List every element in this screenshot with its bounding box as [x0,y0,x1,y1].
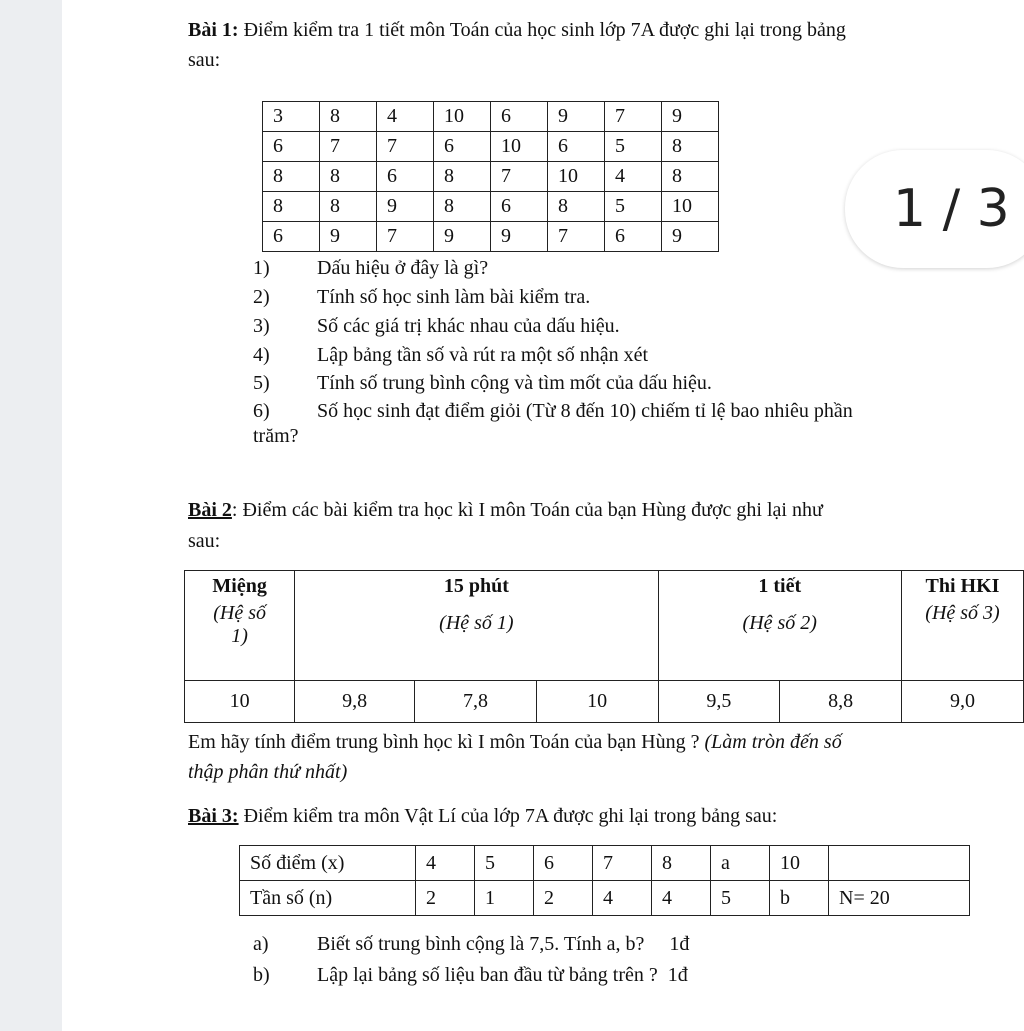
table-cell: 8 [320,162,377,192]
grade-cell: 9,8 [295,681,415,723]
table-cell [829,846,970,881]
table-cell: 8 [662,162,719,192]
table-cell: 4 [605,162,662,192]
table-cell: 7 [605,102,662,132]
header-mieng [185,571,295,681]
table-cell: 9 [320,222,377,252]
page-indicator [845,150,1024,268]
table-cell: 6 [534,846,593,881]
table-cell: 6 [605,222,662,252]
table-row [263,222,719,252]
bai2-intro-cont: sau: [188,530,221,552]
bai2-heading [188,496,823,524]
bai3-frequency-table [239,845,970,916]
table-cell: 8 [434,162,491,192]
question-number: 1) [253,257,270,279]
header-15phut-coef: (Hệ số 1) [439,612,514,634]
grade-cell: 9,0 [902,681,1024,723]
table-cell: 8 [662,132,719,162]
bai2-intro: : Điểm các bài kiểm tra học kì I môn Toán của bạn Hùng được ghi lại như [231,499,823,521]
bai2-question-text: Em hãy tính điểm trung bình học kì I môn Toán của bạn Hùng ? [188,731,705,753]
table-cell: 7 [320,132,377,162]
bai2-grade-table [184,570,1024,723]
question-number: 3) [253,315,270,337]
bai1-q6-cont: trăm? [253,425,299,447]
table-cell: 6 [434,132,491,162]
table-row [263,192,719,222]
table-cell: 8 [263,192,320,222]
table-cell: 5 [605,132,662,162]
table-cell: 5 [475,846,534,881]
bai2-question-note-cont: thập phân thứ nhất) [188,761,348,783]
table-cell: 9 [662,102,719,132]
table-cell: 2 [416,881,475,916]
table-cell: 9 [662,222,719,252]
table-row [263,162,719,192]
table-row [240,881,970,916]
table-cell: 5 [711,881,770,916]
grade-cell: 10 [185,681,295,723]
bai1-intro: Điểm kiểm tra 1 tiết môn Toán của học sinh lớp 7A được ghi lại trong bảng [238,19,846,41]
table-cell: 7 [548,222,605,252]
bai1-score-table [262,101,719,252]
header-mieng-coef: (Hệ số [213,602,267,624]
table-cell: N= 20 [829,881,970,916]
table-cell: 4 [377,102,434,132]
header-mieng-coef-cont: 1) [231,625,248,647]
question-number: 2) [253,286,270,308]
table-cell: 10 [548,162,605,192]
table-cell: 6 [548,132,605,162]
question-text: Lập bảng tần số và rút ra một số nhận xét [317,344,649,366]
question-text: Tính số học sinh làm bài kiểm tra. [317,286,591,308]
bai3-title: Bài 3: [188,805,239,827]
question-number: a) [253,933,269,955]
grade-cell: 7,8 [415,681,537,723]
row-header: Số điểm (x) [240,846,416,881]
bai2-question-note: (Làm tròn đến số [704,731,842,753]
header-hki [902,571,1024,681]
table-cell: 2 [534,881,593,916]
table-cell: 4 [593,881,652,916]
table-cell: 7 [377,222,434,252]
table-cell: 10 [770,846,829,881]
bai1-title: Bài 1: [188,19,239,41]
table-cell: 6 [491,192,548,222]
bai1-intro-cont: sau: [188,49,221,71]
grade-cell: 8,8 [780,681,902,723]
row-header: Tần số (n) [240,881,416,916]
table-row [240,846,970,881]
question-number: 6) [253,400,270,422]
grade-cell: 9,5 [658,681,780,723]
question-text: Số học sinh đạt điểm giỏi (Từ 8 đến 10) chiếm tỉ lệ bao nhiêu phần [317,400,853,422]
left-margin [0,0,62,1031]
table-cell: 7 [593,846,652,881]
table-cell: 8 [320,192,377,222]
table-cell: 4 [416,846,475,881]
table-cell: 7 [491,162,548,192]
question-text: Số các giá trị khác nhau của dấu hiệu. [317,315,620,337]
header-hki-label: Thi HKI [925,575,1000,597]
table-cell: 8 [263,162,320,192]
header-mieng-label: Miệng [212,575,267,597]
question-text: Lập lại bảng số liệu ban đầu từ bảng trên ? 1đ [317,964,688,986]
header-1tiet-coef: (Hệ số 2) [742,612,817,634]
table-cell: 6 [263,132,320,162]
table-cell: 9 [377,192,434,222]
table-cell: 9 [491,222,548,252]
table-cell: 10 [434,102,491,132]
table-cell: 10 [491,132,548,162]
question-number: 4) [253,344,270,366]
question-text: Tính số trung bình cộng và tìm mốt của dấu hiệu. [317,372,712,394]
table-cell: b [770,881,829,916]
table-cell: 1 [475,881,534,916]
table-cell: 4 [652,881,711,916]
bai3-heading [188,802,777,830]
question-number: 5) [253,372,270,394]
table-cell: 8 [320,102,377,132]
table-cell: 6 [377,162,434,192]
table-row [263,102,719,132]
table-cell: 6 [491,102,548,132]
table-cell: 8 [434,192,491,222]
question-number: b) [253,964,270,986]
grade-cell: 10 [536,681,658,723]
bai2-question [188,728,842,756]
bai2-title: Bài 2 [188,499,232,521]
table-cell: 9 [548,102,605,132]
table-cell: 9 [434,222,491,252]
table-cell: 3 [263,102,320,132]
bai3-intro: Điểm kiểm tra môn Vật Lí của lớp 7A được ghi lại trong bảng sau: [238,805,778,827]
table-cell: 8 [548,192,605,222]
header-1tiet-label: 1 tiết [758,575,802,597]
page-indicator-label: 1 / 3 [893,179,1010,239]
table-cell: 5 [605,192,662,222]
question-text: Dấu hiệu ở đây là gì? [317,257,489,279]
header-15phut [295,571,658,681]
table-cell: 8 [652,846,711,881]
question-text: Biết số trung bình cộng là 7,5. Tính a, b? 1đ [317,933,690,955]
header-1tiet [658,571,902,681]
table-row [263,132,719,162]
table-cell: 10 [662,192,719,222]
table-cell: a [711,846,770,881]
table-cell: 6 [263,222,320,252]
header-15phut-label: 15 phút [443,575,509,597]
header-hki-coef: (Hệ số 3) [925,602,1000,624]
bai1-heading [188,16,846,44]
table-cell: 7 [377,132,434,162]
